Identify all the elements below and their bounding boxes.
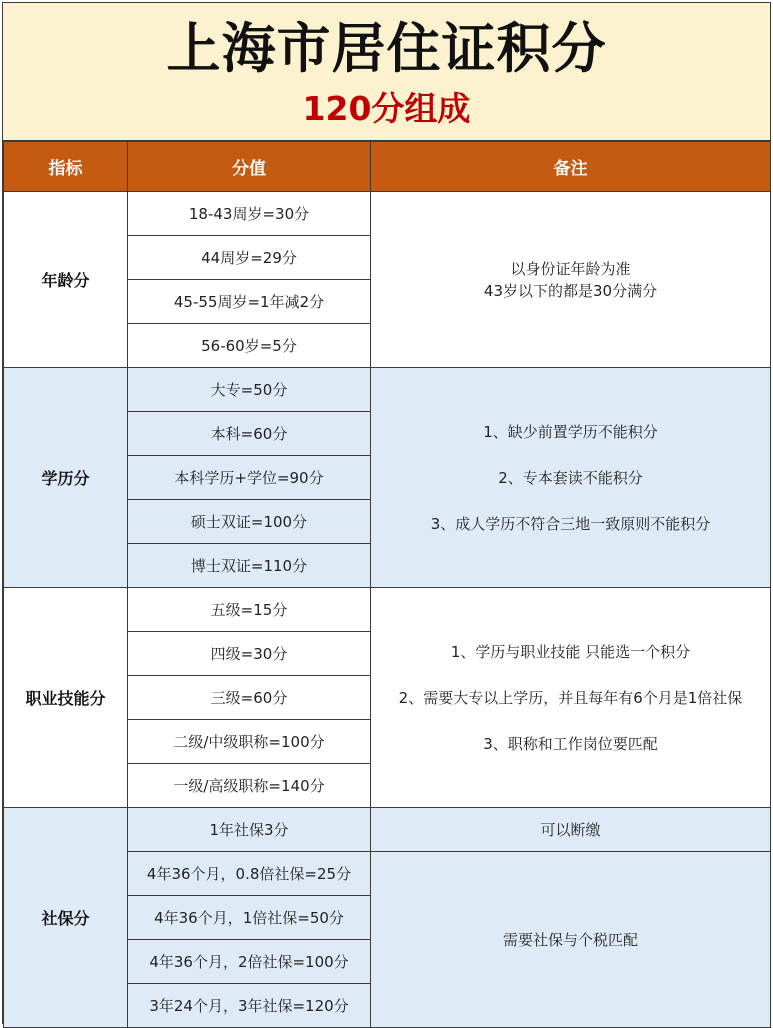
score-cell: 4年36个月，2倍社保=100分	[128, 940, 371, 984]
score-cell: 一级/高级职称=140分	[128, 764, 371, 808]
score-cell: 45-55周岁=1年减2分	[128, 280, 371, 324]
note-education	[371, 368, 771, 588]
score-cell: 3年24个月，3年社保=120分	[128, 984, 371, 1028]
score-cell: 4年36个月，0.8倍社保=25分	[128, 852, 371, 896]
note-line: 43岁以下的都是30分满分	[483, 281, 658, 300]
table-row	[4, 588, 771, 632]
score-cell: 18-43周岁=30分	[128, 192, 371, 236]
score-cell: 56-60岁=5分	[128, 324, 371, 368]
score-cell: 大专=50分	[128, 368, 371, 412]
score-cell: 三级=60分	[128, 676, 371, 720]
category-education: 学历分	[4, 368, 128, 588]
score-cell: 1年社保3分	[128, 808, 371, 852]
note-line: 2、专本套读不能积分	[498, 468, 643, 487]
score-cell: 博士双证=110分	[128, 544, 371, 588]
note-line: 1、缺少前置学历不能积分	[483, 422, 658, 441]
category-skill: 职业技能分	[4, 588, 128, 808]
page-title: 上海市居住证积分	[166, 17, 607, 80]
note-skill	[371, 588, 771, 808]
table-row	[4, 368, 771, 412]
score-table	[3, 141, 771, 1028]
note-social-rest: 需要社保与个税匹配	[371, 852, 771, 1028]
score-cell: 硕士双证=100分	[128, 500, 371, 544]
category-age: 年龄分	[4, 192, 128, 368]
category-social: 社保分	[4, 808, 128, 1028]
score-sheet	[2, 2, 771, 1024]
score-cell: 二级/中级职称=100分	[128, 720, 371, 764]
score-cell: 本科=60分	[128, 412, 371, 456]
note-social-first: 可以断缴	[371, 808, 771, 852]
title-banner	[3, 3, 770, 141]
header-indicator: 指标	[4, 142, 128, 192]
note-line: 以身份证年龄为准	[510, 259, 631, 278]
table-row	[4, 192, 771, 236]
note-line: 3、职称和工作岗位要匹配	[483, 734, 658, 753]
score-cell: 44周岁=29分	[128, 236, 371, 280]
table-row	[4, 808, 771, 852]
score-cell: 本科学历+学位=90分	[128, 456, 371, 500]
note-line: 2、需要大专以上学历，并且每年有6个月是1倍社保	[398, 688, 743, 707]
header-score: 分值	[128, 142, 371, 192]
score-cell: 4年36个月，1倍社保=50分	[128, 896, 371, 940]
note-age	[371, 192, 771, 368]
score-cell: 五级=15分	[128, 588, 371, 632]
note-line: 3、成人学历不符合三地一致原则不能积分	[430, 514, 711, 533]
note-line: 1、学历与职业技能 只能选一个积分	[450, 642, 691, 661]
score-cell: 四级=30分	[128, 632, 371, 676]
table-header-row	[4, 142, 771, 192]
page-subtitle: 120分组成	[302, 89, 471, 128]
header-note: 备注	[371, 142, 771, 192]
